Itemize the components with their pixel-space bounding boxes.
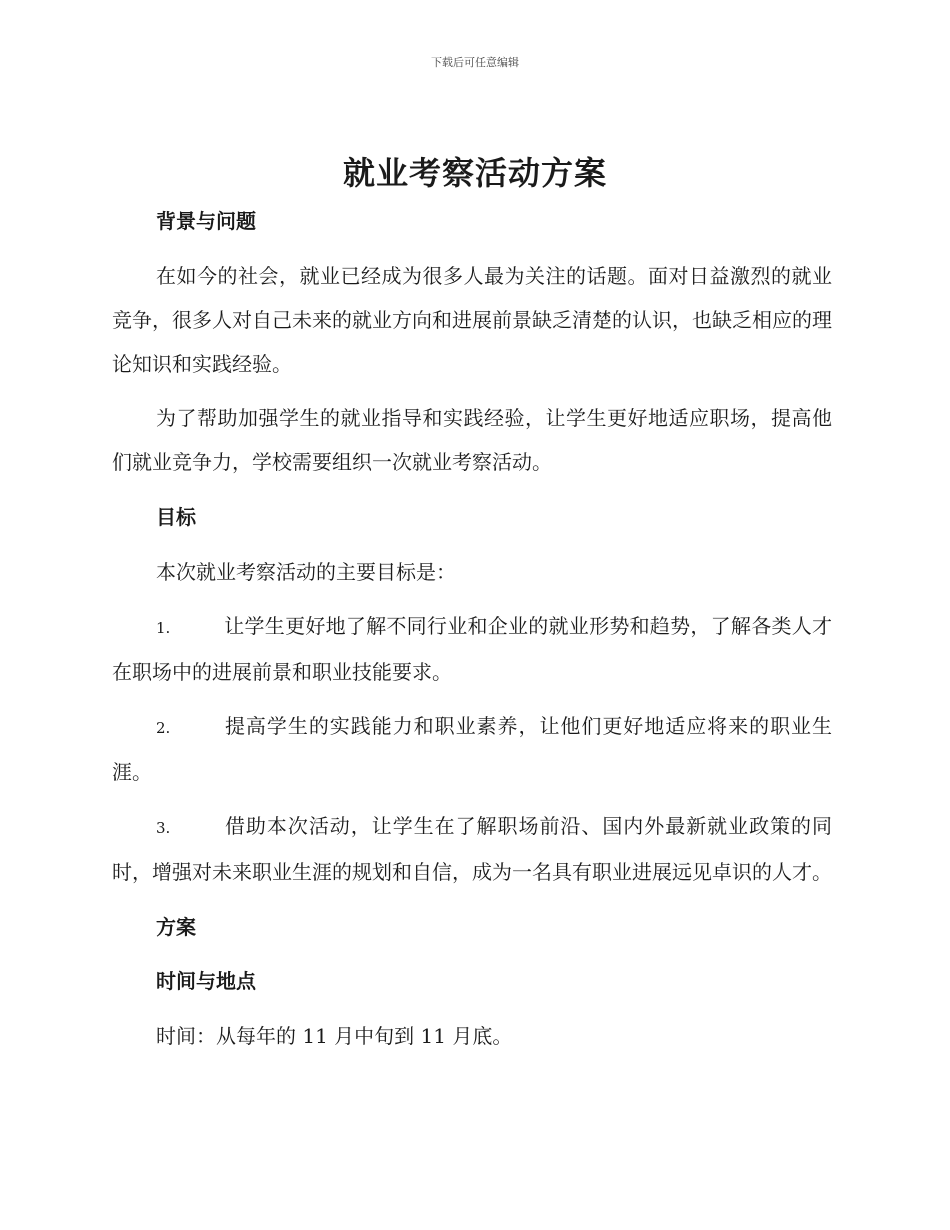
list-item (112, 804, 832, 894)
heading-plan: 方案 (156, 915, 196, 939)
document-title: 就业考察活动方案 (342, 154, 607, 192)
paragraph-background-1: 在如今的社会，就业已经成为很多人最为关注的话题。面对日益激烈的就业竞争，很多人对自己未来的就业方向和进展前景缺乏清楚的认识，也缺乏相应的理论知识和实践经验。 (112, 264, 832, 376)
heading-goal: 目标 (156, 505, 196, 529)
header-note: 下载后可任意编辑 (431, 56, 519, 69)
heading-background: 背景与问题 (156, 209, 256, 233)
list-number: 2. (156, 719, 171, 737)
document-body (112, 200, 832, 1058)
list-number: 1. (156, 619, 171, 637)
list-text: 让学生更好地了解不同行业和企业的就业形势和趋势，了解各类人才在职场中的进展前景和职业技能要求。 (112, 614, 832, 684)
list-item (112, 604, 832, 694)
paragraph-goal-intro: 本次就业考察活动的主要目标是： (156, 560, 456, 584)
list-text: 借助本次活动，让学生在了解职场前沿、国内外最新就业政策的同时，增强对未来职业生涯的规划和自信，成为一名具有职业进展远见卓识的人才。 (112, 814, 832, 884)
heading-time-place: 时间与地点 (156, 969, 256, 993)
list-item (112, 704, 832, 794)
list-number: 3. (156, 819, 171, 837)
paragraph-time: 时间：从每年的 11 月中旬到 11 月底。 (156, 1024, 513, 1048)
paragraph-background-2: 为了帮助加强学生的就业指导和实践经验，让学生更好地适应职场，提高他们就业竞争力，学校需要组织一次就业考察活动。 (112, 406, 832, 474)
list-text: 提高学生的实践能力和职业素养，让他们更好地适应将来的职业生涯。 (112, 714, 832, 784)
